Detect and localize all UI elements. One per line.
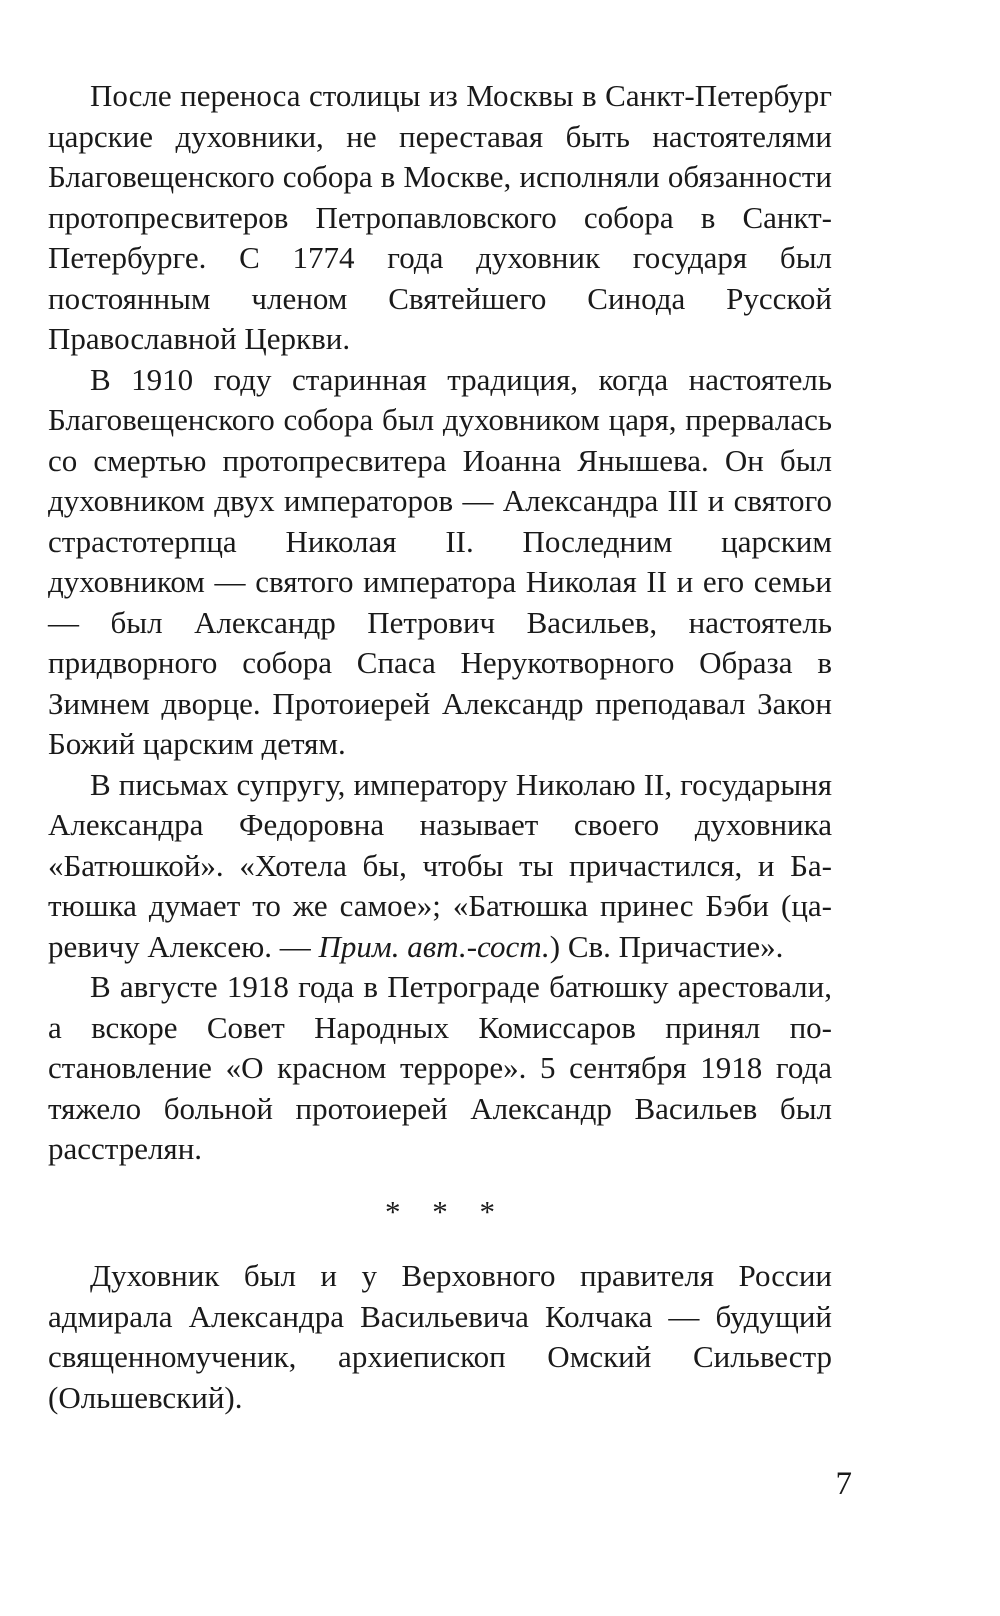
paragraph xyxy=(48,765,832,968)
page-body xyxy=(48,76,832,1418)
page-number: 7 xyxy=(835,1466,852,1502)
paragraph: В августе 1918 года в Петрограде батюшку арестовали, а вскоре Совет Народных Комиссаров принял постановление «О красном терроре». 5 сентября 1918 года тяжело больной протоиерей Александр Васильев был расстрелян. xyxy=(48,969,832,1166)
paragraph: В 1910 году старинная традиция, когда настоятель Благовещенского собора был духовником царя, прервалась со смертью протопресвитера Иоанна Янышева. Он был духовником двух императоров — Александра III и святого страстотерпца Николая II. Последним царским духовником — святого императора Николая II и его семьи — был Александр Петрович Васильев, настоятель придворного собора Спаса Нерукотворного Образа в Зимнем дворце. Протоиерей Александр преподавал Закон Божий царским детям. xyxy=(48,361,832,761)
section-divider: * * * xyxy=(385,1193,507,1229)
paragraph: После переноса столицы из Москвы в Санкт-Петербург царские духовники, не переставая быть настоятелями Благовещенского собора в Москве, исполняли обязанности протопресвитеров Петропавловского собора в Санкт-Петербурге. С 1774 года духовник государя был постоянным членом Святейшего Синода Русской Православной Церкви. xyxy=(48,78,832,356)
paragraph-text: В письмах супругу, императору Николаю II, государыня Александра Федоровна называет своего духовника «Батюшкой». «Хотела бы, чтобы ты причастился, и Батюшка думает то же самое»; «Батюшка принес Бэби (царевичу Алексею. — xyxy=(48,766,832,964)
editor-note-italic: Прим. авт.-сост. xyxy=(318,928,550,964)
paragraph-text: ) Св. Причастие». xyxy=(549,928,784,964)
paragraph: Духовник был и у Верховного правителя России адмирала Александра Васильевича Колчака — будущий священномученик, архиепископ Омский Сильвестр (Ольшевский). xyxy=(48,1258,832,1415)
